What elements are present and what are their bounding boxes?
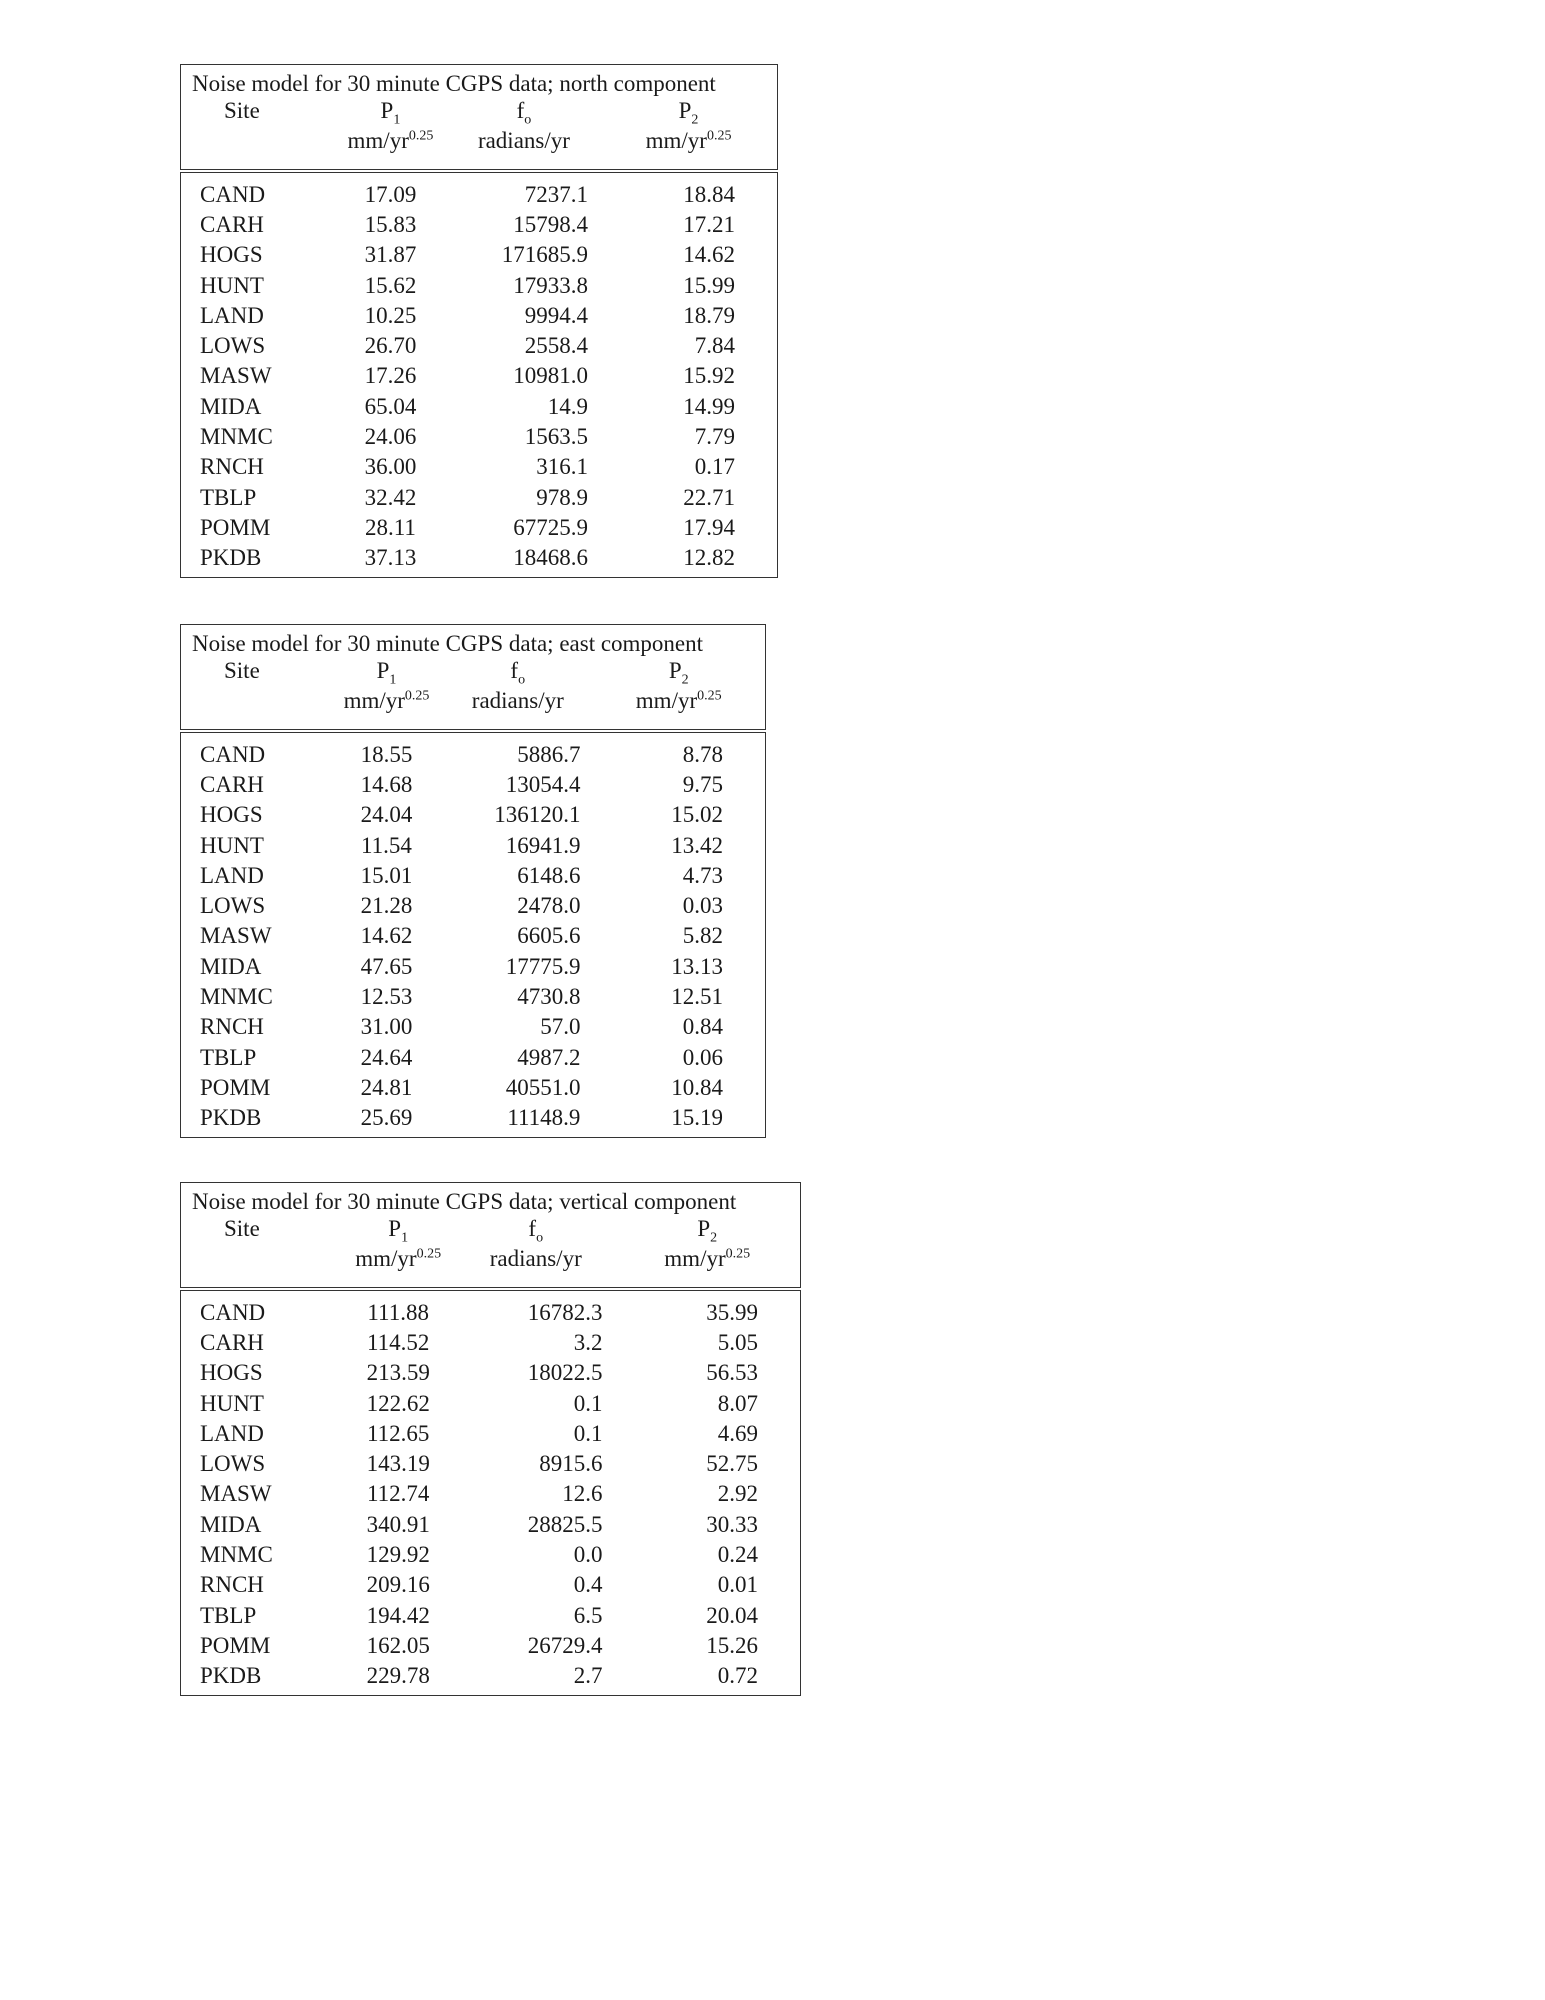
- header-f0-unit: [443, 689, 592, 731]
- table-title: Noise model for 30 minute CGPS data; east component: [192, 631, 704, 656]
- table-row: [181, 482, 778, 512]
- p1-cell: 31.87: [364, 242, 417, 268]
- header-p2-unit: [614, 1247, 800, 1289]
- f0-cell: 3.2: [573, 1329, 603, 1355]
- p2-cell: 8.07: [717, 1390, 758, 1416]
- table-row: [181, 361, 778, 391]
- table-row: [181, 921, 766, 951]
- header-p2-symbol: P: [697, 1216, 711, 1241]
- header-site: Site: [224, 658, 260, 683]
- f0-cell: 13054.4: [505, 771, 581, 797]
- header-p2-unit-exponent: 0.25: [706, 128, 732, 144]
- p1-cell: 17.26: [364, 363, 417, 389]
- header-p2-subscript: 2: [710, 1230, 718, 1246]
- header-p1-subscript: 1: [401, 1230, 409, 1246]
- f0-cell: 14.9: [547, 393, 589, 419]
- p1-cell: 114.52: [366, 1329, 430, 1355]
- site-cell: MASW: [200, 923, 272, 949]
- p2-cell: 15.26: [706, 1632, 758, 1658]
- p1-cell: 21.28: [360, 893, 413, 919]
- p2-cell: 2.92: [717, 1481, 758, 1507]
- noise-table-east: [180, 624, 766, 1138]
- table-row: [181, 1600, 801, 1630]
- table-row: [181, 1509, 801, 1539]
- site-cell: MNMC: [200, 984, 273, 1010]
- header-p2-unit-exponent: 0.25: [697, 688, 722, 704]
- header-p2-symbol: P: [678, 98, 692, 123]
- table-row: [181, 1479, 801, 1509]
- table-row: [181, 240, 778, 270]
- header-p2-unit-text: mm/yr: [664, 1246, 726, 1271]
- site-cell: HUNT: [200, 1390, 264, 1416]
- p1-cell: 24.06: [364, 424, 417, 450]
- table-row: [181, 1388, 801, 1418]
- p2-cell: 0.03: [682, 893, 723, 919]
- p1-cell: 47.65: [360, 953, 413, 979]
- table-row: [181, 1072, 766, 1102]
- f0-cell: 17775.9: [505, 953, 581, 979]
- header-unit-row: [181, 1247, 801, 1289]
- table-title-row: [181, 625, 766, 658]
- p1-cell: 17.09: [364, 181, 417, 207]
- p2-cell: 18.79: [683, 302, 735, 328]
- f0-cell: 0.4: [573, 1572, 603, 1598]
- p1-cell: 14.62: [360, 923, 413, 949]
- site-cell: TBLP: [200, 1602, 257, 1628]
- header-f0-subscript: o: [524, 112, 532, 128]
- f0-cell: 1563.5: [524, 424, 589, 450]
- f0-cell: 8915.6: [539, 1451, 603, 1477]
- p2-cell: 20.04: [706, 1602, 758, 1628]
- header-symbol-row: [181, 97, 778, 129]
- p1-cell: 122.62: [366, 1390, 430, 1416]
- table-row: [181, 1661, 801, 1696]
- p1-cell: 11.54: [361, 832, 412, 858]
- header-f0-unit-text: radians/yr: [477, 128, 570, 153]
- f0-cell: 40551.0: [505, 1074, 581, 1100]
- f0-cell: 4987.2: [517, 1044, 581, 1070]
- p1-cell: 194.42: [366, 1602, 430, 1628]
- p2-cell: 18.84: [683, 181, 735, 207]
- p1-cell: 340.91: [366, 1511, 430, 1537]
- table-row: [181, 270, 778, 300]
- p1-cell: 31.00: [360, 1014, 413, 1040]
- table-row: [181, 171, 778, 209]
- table-title-row: [181, 1183, 801, 1216]
- header-p1-subscript: 1: [393, 112, 401, 128]
- header-p1-symbol: P: [376, 658, 390, 683]
- site-cell: TBLP: [200, 484, 257, 510]
- header-p1-unit-exponent: 0.25: [416, 1246, 442, 1262]
- p2-cell: 56.53: [706, 1360, 758, 1386]
- p2-cell: 4.69: [717, 1420, 758, 1446]
- p2-cell: 0.84: [682, 1014, 723, 1040]
- p1-cell: 112.65: [366, 1420, 430, 1446]
- f0-cell: 28825.5: [527, 1511, 603, 1537]
- f0-cell: 9994.4: [524, 302, 589, 328]
- site-cell: MASW: [200, 363, 272, 389]
- noise-table-vertical: [180, 1182, 801, 1696]
- table-row: [181, 981, 766, 1011]
- header-f0-subscript: o: [518, 672, 526, 688]
- f0-cell: 2478.0: [517, 893, 581, 919]
- header-p1: [330, 657, 443, 689]
- p1-cell: 28.11: [365, 514, 416, 540]
- site-cell: CAND: [200, 181, 266, 207]
- site-cell: LOWS: [200, 893, 266, 919]
- header-f0-unit-text: radians/yr: [471, 688, 564, 713]
- header-p1-unit-text: mm/yr: [347, 128, 409, 153]
- site-cell: HUNT: [200, 272, 264, 298]
- p2-cell: 7.79: [694, 424, 735, 450]
- f0-cell: 16941.9: [505, 832, 581, 858]
- table-title: Noise model for 30 minute CGPS data; north component: [192, 71, 716, 96]
- f0-cell: 316.1: [536, 454, 589, 480]
- header-p2: [600, 97, 777, 129]
- p2-cell: 15.19: [671, 1105, 723, 1131]
- p2-cell: 14.62: [683, 242, 735, 268]
- site-cell: CAND: [200, 1299, 266, 1325]
- site-cell: CARH: [200, 1329, 264, 1355]
- p1-cell: 24.64: [360, 1044, 413, 1070]
- table-row: [181, 1327, 801, 1357]
- site-cell: HOGS: [200, 242, 263, 268]
- f0-cell: 0.1: [573, 1390, 603, 1416]
- p1-cell: 26.70: [364, 333, 417, 359]
- header-f0: [443, 657, 592, 689]
- p2-cell: 0.24: [717, 1542, 758, 1568]
- table-row: [181, 860, 766, 890]
- f0-cell: 7237.1: [524, 181, 589, 207]
- site-cell: MASW: [200, 1481, 272, 1507]
- header-p1-unit-exponent: 0.25: [404, 688, 430, 704]
- p2-cell: 0.06: [682, 1044, 723, 1070]
- header-p1-subscript: 1: [389, 672, 397, 688]
- header-p1-unit: [330, 689, 443, 731]
- p2-cell: 22.71: [683, 484, 735, 510]
- header-site-unit-empty: [181, 129, 334, 171]
- header-site-unit-empty: [181, 689, 330, 731]
- site-cell: MIDA: [200, 1511, 262, 1537]
- p2-cell: 52.75: [706, 1451, 758, 1477]
- site-cell: CARH: [200, 211, 264, 237]
- p1-cell: 143.19: [366, 1451, 430, 1477]
- p2-cell: 8.78: [682, 741, 723, 767]
- table-row: [181, 1570, 801, 1600]
- table-row: [181, 421, 778, 451]
- header-unit-row: [181, 689, 766, 731]
- header-p2-symbol: P: [668, 658, 682, 683]
- header-f0-unit-text: radians/yr: [489, 1246, 582, 1271]
- table-row: [181, 1418, 801, 1448]
- table-row: [181, 330, 778, 360]
- p1-cell: 14.68: [360, 771, 413, 797]
- table-row: [181, 769, 766, 799]
- table-row: [181, 543, 778, 578]
- p2-cell: 17.94: [683, 514, 735, 540]
- table-row: [181, 951, 766, 981]
- header-p1-symbol: P: [380, 98, 394, 123]
- f0-cell: 15798.4: [513, 211, 589, 237]
- site-cell: CAND: [200, 741, 266, 767]
- table-row: [181, 452, 778, 482]
- header-p2: [592, 657, 765, 689]
- f0-cell: 17933.8: [513, 272, 589, 298]
- header-p1-symbol: P: [388, 1216, 402, 1241]
- header-f0-symbol: f: [528, 1216, 537, 1241]
- table-row: [181, 512, 778, 542]
- site-cell: PKDB: [200, 545, 262, 571]
- p2-cell: 15.92: [683, 363, 735, 389]
- table-row: [181, 391, 778, 421]
- site-cell: PKDB: [200, 1105, 262, 1131]
- header-f0-unit: [448, 129, 600, 171]
- header-site: Site: [224, 98, 260, 123]
- site-cell: POMM: [200, 1074, 271, 1100]
- f0-cell: 5886.7: [517, 741, 581, 767]
- f0-cell: 11148.9: [507, 1105, 581, 1131]
- p1-cell: 15.01: [360, 862, 413, 888]
- header-p1-unit-text: mm/yr: [355, 1246, 417, 1271]
- f0-cell: 67725.9: [513, 514, 589, 540]
- site-cell: MNMC: [200, 424, 273, 450]
- table-row: [181, 1042, 766, 1072]
- table-row: [181, 830, 766, 860]
- p1-cell: 229.78: [366, 1663, 430, 1689]
- p2-cell: 5.05: [717, 1329, 758, 1355]
- p1-cell: 10.25: [364, 302, 417, 328]
- p1-cell: 25.69: [360, 1105, 413, 1131]
- site-cell: MNMC: [200, 1542, 273, 1568]
- table-title: Noise model for 30 minute CGPS data; vertical component: [192, 1189, 737, 1214]
- f0-cell: 6.5: [573, 1602, 603, 1628]
- p1-cell: 112.74: [366, 1481, 430, 1507]
- header-p2-unit-exponent: 0.25: [725, 1246, 751, 1262]
- f0-cell: 2558.4: [524, 333, 589, 359]
- header-f0: [457, 1215, 614, 1247]
- site-cell: RNCH: [200, 1014, 264, 1040]
- site-cell: LAND: [200, 1420, 264, 1446]
- header-site-unit-empty: [181, 1247, 340, 1289]
- site-cell: HOGS: [200, 1360, 263, 1386]
- p1-cell: 18.55: [360, 741, 413, 767]
- p2-cell: 15.99: [683, 272, 735, 298]
- p1-cell: 12.53: [360, 984, 413, 1010]
- header-f0-symbol: f: [516, 98, 525, 123]
- p1-cell: 15.62: [364, 272, 417, 298]
- p1-cell: 37.13: [364, 545, 417, 571]
- site-cell: HUNT: [200, 832, 264, 858]
- p2-cell: 30.33: [706, 1511, 758, 1537]
- p1-cell: 15.83: [364, 211, 417, 237]
- site-cell: POMM: [200, 514, 271, 540]
- p2-cell: 9.75: [682, 771, 723, 797]
- site-cell: MIDA: [200, 393, 262, 419]
- p2-cell: 5.82: [682, 923, 723, 949]
- table-row: [181, 1539, 801, 1569]
- p1-cell: 36.00: [364, 454, 417, 480]
- header-site: Site: [224, 1216, 260, 1241]
- p1-cell: 24.81: [360, 1074, 413, 1100]
- p1-cell: 111.88: [367, 1299, 429, 1325]
- p1-cell: 65.04: [364, 393, 417, 419]
- p1-cell: 24.04: [360, 802, 413, 828]
- header-p2-unit-text: mm/yr: [645, 128, 707, 153]
- f0-cell: 10981.0: [513, 363, 589, 389]
- p1-cell: 213.59: [366, 1360, 430, 1386]
- f0-cell: 0.0: [573, 1542, 603, 1568]
- f0-cell: 12.6: [562, 1481, 603, 1507]
- p1-cell: 162.05: [366, 1632, 430, 1658]
- table-row: [181, 1448, 801, 1478]
- table-row: [181, 1358, 801, 1388]
- header-f0-unit: [457, 1247, 614, 1289]
- header-p1-unit: [333, 129, 448, 171]
- site-cell: LAND: [200, 302, 264, 328]
- header-p2-subscript: 2: [681, 672, 689, 688]
- p2-cell: 15.02: [671, 802, 723, 828]
- header-p1-unit-text: mm/yr: [343, 688, 405, 713]
- header-p2-unit: [600, 129, 777, 171]
- site-cell: CARH: [200, 771, 264, 797]
- f0-cell: 18468.6: [513, 545, 589, 571]
- table-row: [181, 1103, 766, 1138]
- header-p1: [339, 1215, 457, 1247]
- noise-table-north: [180, 64, 778, 578]
- p2-cell: 13.42: [671, 832, 723, 858]
- f0-cell: 2.7: [573, 1663, 603, 1689]
- header-unit-row: [181, 129, 778, 171]
- table-row: [181, 731, 766, 769]
- f0-cell: 16782.3: [527, 1299, 603, 1325]
- header-p1-unit-exponent: 0.25: [408, 128, 434, 144]
- p2-cell: 13.13: [671, 953, 723, 979]
- site-cell: POMM: [200, 1632, 271, 1658]
- site-cell: MIDA: [200, 953, 262, 979]
- f0-cell: 978.9: [536, 484, 589, 510]
- p2-cell: 14.99: [683, 393, 735, 419]
- header-f0: [448, 97, 600, 129]
- site-cell: RNCH: [200, 454, 264, 480]
- f0-cell: 0.1: [573, 1420, 603, 1446]
- site-cell: LOWS: [200, 1451, 266, 1477]
- f0-cell: 26729.4: [527, 1632, 603, 1658]
- table-row: [181, 890, 766, 920]
- p2-cell: 12.51: [671, 984, 723, 1010]
- p2-cell: 10.84: [671, 1074, 723, 1100]
- p2-cell: 17.21: [683, 211, 735, 237]
- f0-cell: 6605.6: [517, 923, 581, 949]
- p2-cell: 7.84: [694, 333, 735, 359]
- header-p2-unit: [592, 689, 765, 731]
- header-p2-subscript: 2: [691, 112, 699, 128]
- p2-cell: 12.82: [683, 545, 735, 571]
- p1-cell: 209.16: [366, 1572, 430, 1598]
- header-p2: [614, 1215, 800, 1247]
- site-cell: HOGS: [200, 802, 263, 828]
- header-symbol-row: [181, 1215, 801, 1247]
- header-f0-symbol: f: [510, 658, 519, 683]
- f0-cell: 57.0: [540, 1014, 581, 1040]
- header-symbol-row: [181, 657, 766, 689]
- header-p1: [333, 97, 448, 129]
- table-row: [181, 1012, 766, 1042]
- p2-cell: 0.01: [717, 1572, 758, 1598]
- p2-cell: 35.99: [706, 1299, 758, 1325]
- site-cell: RNCH: [200, 1572, 264, 1598]
- p2-cell: 0.72: [717, 1663, 758, 1689]
- table-row: [181, 800, 766, 830]
- f0-cell: 6148.6: [517, 862, 581, 888]
- f0-cell: 4730.8: [517, 984, 581, 1010]
- table-row: [181, 209, 778, 239]
- header-f0-subscript: o: [536, 1230, 544, 1246]
- p2-cell: 0.17: [694, 454, 735, 480]
- table-row: [181, 1289, 801, 1327]
- header-p2-unit-text: mm/yr: [635, 688, 698, 713]
- f0-cell: 171685.9: [501, 242, 589, 268]
- f0-cell: 136120.1: [494, 802, 581, 828]
- site-cell: PKDB: [200, 1663, 262, 1689]
- f0-cell: 18022.5: [527, 1360, 603, 1386]
- table-row: [181, 300, 778, 330]
- site-cell: LOWS: [200, 333, 266, 359]
- table-row: [181, 1630, 801, 1660]
- p2-cell: 4.73: [682, 862, 723, 888]
- table-title-row: [181, 65, 778, 98]
- p1-cell: 32.42: [364, 484, 417, 510]
- header-p1-unit: [339, 1247, 457, 1289]
- site-cell: LAND: [200, 862, 264, 888]
- site-cell: TBLP: [200, 1044, 257, 1070]
- p1-cell: 129.92: [366, 1542, 430, 1568]
